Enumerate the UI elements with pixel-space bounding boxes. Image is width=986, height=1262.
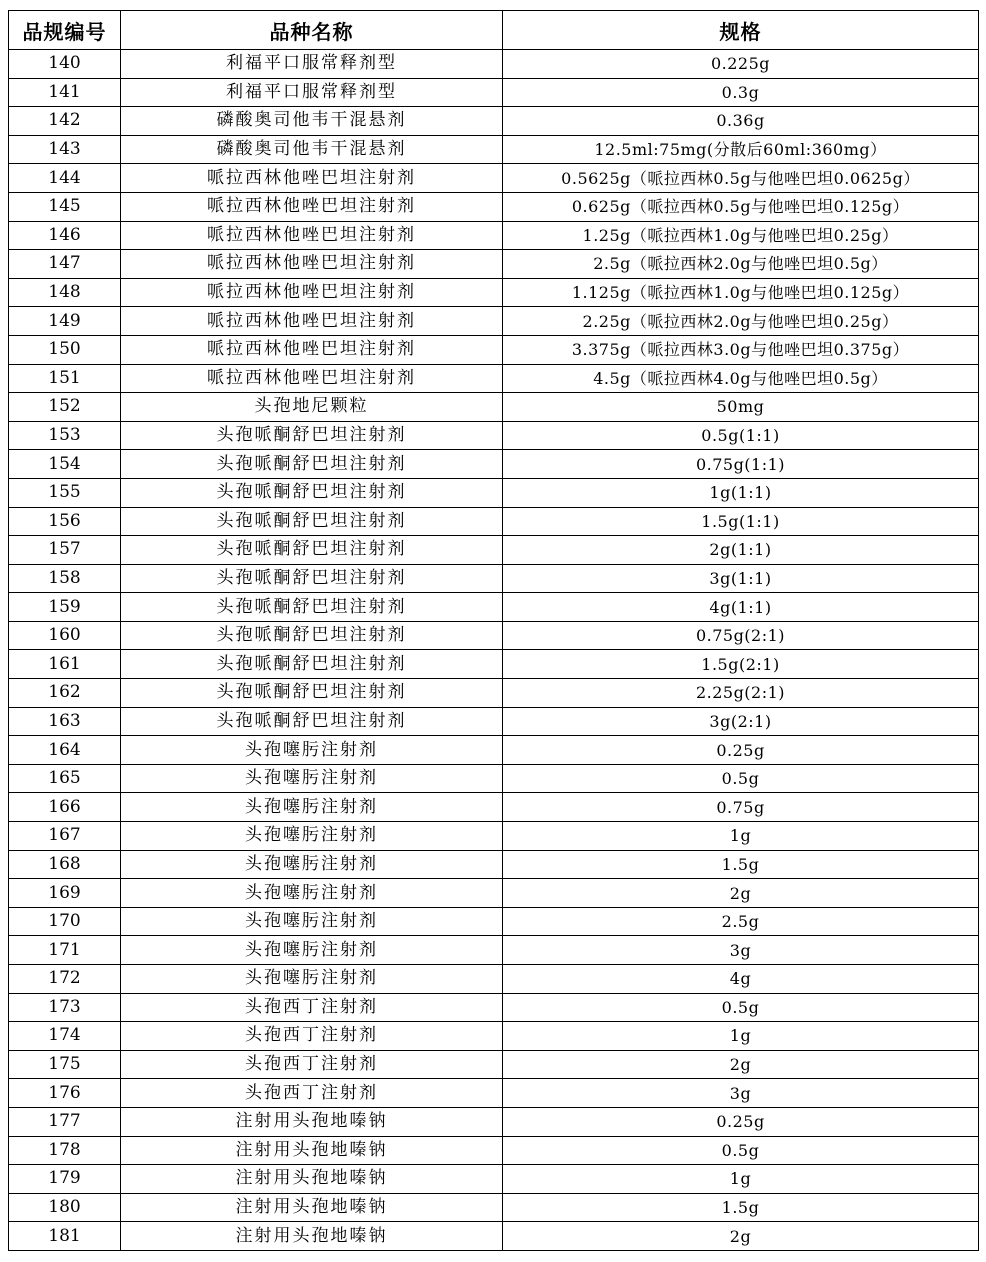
name-cell: 头孢地尼颗粒 [121,393,503,422]
code-cell: 143 [9,135,121,164]
name-cell: 注射用头孢地嗪钠 [121,1165,503,1194]
name-cell: 头孢哌酮舒巴坦注射剂 [121,650,503,679]
table-row [9,736,979,765]
table-row [9,564,979,593]
table-body [9,50,979,1251]
name-cell: 头孢哌酮舒巴坦注射剂 [121,707,503,736]
spec-cell: 2.25g（哌拉西林2.0g与他唑巴坦0.25g） [503,307,979,336]
table-row [9,965,979,994]
code-cell: 164 [9,736,121,765]
name-cell: 哌拉西林他唑巴坦注射剂 [121,335,503,364]
name-cell: 头孢哌酮舒巴坦注射剂 [121,507,503,536]
name-cell: 头孢噻肟注射剂 [121,965,503,994]
table-row [9,507,979,536]
table-row [9,764,979,793]
table-row [9,993,979,1022]
table-row [9,907,979,936]
spec-cell: 1g [503,822,979,851]
name-cell: 头孢西丁注射剂 [121,993,503,1022]
name-cell: 头孢噻肟注射剂 [121,907,503,936]
table-row [9,593,979,622]
code-cell: 156 [9,507,121,536]
spec-cell: 4g(1:1) [503,593,979,622]
spec-table [8,10,979,1251]
spec-cell: 2g [503,879,979,908]
name-cell: 头孢噻肟注射剂 [121,793,503,822]
code-cell: 169 [9,879,121,908]
code-cell: 178 [9,1136,121,1165]
code-cell: 140 [9,50,121,79]
spec-cell: 0.75g(1:1) [503,450,979,479]
table-row [9,679,979,708]
table-row [9,278,979,307]
spec-cell: 0.225g [503,50,979,79]
spec-cell: 2g [503,1050,979,1079]
table-row [9,1079,979,1108]
name-cell: 哌拉西林他唑巴坦注射剂 [121,192,503,221]
name-cell: 头孢噻肟注射剂 [121,850,503,879]
code-cell: 176 [9,1079,121,1108]
code-cell: 172 [9,965,121,994]
spec-cell: 4.5g（哌拉西林4.0g与他唑巴坦0.5g） [503,364,979,393]
name-cell: 头孢西丁注射剂 [121,1079,503,1108]
name-cell: 哌拉西林他唑巴坦注射剂 [121,164,503,193]
spec-cell: 3g [503,936,979,965]
spec-cell: 0.625g（哌拉西林0.5g与他唑巴坦0.125g） [503,192,979,221]
table-row [9,707,979,736]
code-cell: 158 [9,564,121,593]
name-cell: 注射用头孢地嗪钠 [121,1107,503,1136]
code-cell: 181 [9,1222,121,1251]
name-cell: 注射用头孢地嗪钠 [121,1193,503,1222]
name-cell: 哌拉西林他唑巴坦注射剂 [121,307,503,336]
spec-cell: 1.5g [503,1193,979,1222]
name-cell: 头孢哌酮舒巴坦注射剂 [121,593,503,622]
table-row [9,50,979,79]
table-row [9,1022,979,1051]
name-cell: 注射用头孢地嗪钠 [121,1136,503,1165]
table-row [9,1222,979,1251]
name-cell: 利福平口服常释剂型 [121,78,503,107]
name-cell: 头孢噻肟注射剂 [121,936,503,965]
spec-cell: 4g [503,965,979,994]
code-cell: 159 [9,593,121,622]
name-cell: 头孢哌酮舒巴坦注射剂 [121,679,503,708]
spec-cell: 1g [503,1022,979,1051]
spec-cell: 1.5g(2:1) [503,650,979,679]
spec-cell: 1.5g [503,850,979,879]
code-cell: 145 [9,192,121,221]
code-cell: 157 [9,536,121,565]
spec-cell: 2g(1:1) [503,536,979,565]
table-row [9,650,979,679]
code-cell: 165 [9,764,121,793]
code-cell: 177 [9,1107,121,1136]
code-cell: 160 [9,621,121,650]
table-row [9,478,979,507]
spec-cell: 0.3g [503,78,979,107]
spec-cell: 1g [503,1165,979,1194]
name-cell: 磷酸奥司他韦干混悬剂 [121,135,503,164]
name-cell: 哌拉西林他唑巴坦注射剂 [121,221,503,250]
table-row [9,621,979,650]
table-row [9,250,979,279]
code-cell: 150 [9,335,121,364]
code-cell: 141 [9,78,121,107]
code-cell: 154 [9,450,121,479]
table-header [9,11,979,50]
spec-cell: 0.5g [503,1136,979,1165]
spec-cell: 3g [503,1079,979,1108]
code-cell: 171 [9,936,121,965]
code-cell: 174 [9,1022,121,1051]
name-cell: 头孢西丁注射剂 [121,1022,503,1051]
spec-cell: 3g(2:1) [503,707,979,736]
spec-cell: 0.25g [503,736,979,765]
name-cell: 注射用头孢地嗪钠 [121,1222,503,1251]
name-cell: 头孢哌酮舒巴坦注射剂 [121,564,503,593]
table-row [9,78,979,107]
table-row [9,793,979,822]
code-cell: 144 [9,164,121,193]
code-cell: 147 [9,250,121,279]
code-cell: 151 [9,364,121,393]
table-row [9,536,979,565]
name-cell: 头孢哌酮舒巴坦注射剂 [121,421,503,450]
spec-cell: 3g(1:1) [503,564,979,593]
code-cell: 148 [9,278,121,307]
spec-cell: 0.5g [503,764,979,793]
code-cell: 180 [9,1193,121,1222]
name-cell: 头孢哌酮舒巴坦注射剂 [121,450,503,479]
table-row [9,393,979,422]
table-row [9,307,979,336]
name-cell: 磷酸奥司他韦干混悬剂 [121,107,503,136]
table-row [9,164,979,193]
spec-cell: 2.25g(2:1) [503,679,979,708]
spec-cell: 2.5g [503,907,979,936]
spec-cell: 0.5g [503,993,979,1022]
table-row [9,1050,979,1079]
table-row [9,450,979,479]
table-row [9,1193,979,1222]
name-cell: 头孢噻肟注射剂 [121,822,503,851]
spec-cell: 2g [503,1222,979,1251]
header-row [9,11,979,50]
table-row [9,1107,979,1136]
table-row [9,135,979,164]
table-row [9,1136,979,1165]
name-cell: 哌拉西林他唑巴坦注射剂 [121,250,503,279]
spec-cell: 12.5ml:75mg(分散后60ml:360mg） [503,135,979,164]
name-cell: 哌拉西林他唑巴坦注射剂 [121,364,503,393]
code-cell: 162 [9,679,121,708]
spec-cell: 0.75g(2:1) [503,621,979,650]
spec-cell: 1g(1:1) [503,478,979,507]
name-cell: 头孢哌酮舒巴坦注射剂 [121,621,503,650]
name-cell: 头孢噻肟注射剂 [121,764,503,793]
code-cell: 166 [9,793,121,822]
spec-cell: 0.25g [503,1107,979,1136]
code-cell: 153 [9,421,121,450]
code-cell: 179 [9,1165,121,1194]
header-code: 品规编号 [9,11,121,50]
code-cell: 168 [9,850,121,879]
table-row [9,1165,979,1194]
code-cell: 149 [9,307,121,336]
header-name: 品种名称 [121,11,503,50]
code-cell: 175 [9,1050,121,1079]
spec-cell: 0.75g [503,793,979,822]
spec-cell: 0.5g(1:1) [503,421,979,450]
spec-cell: 1.25g（哌拉西林1.0g与他唑巴坦0.25g） [503,221,979,250]
table-row [9,107,979,136]
code-cell: 163 [9,707,121,736]
table-row [9,879,979,908]
header-spec: 规格 [503,11,979,50]
name-cell: 头孢哌酮舒巴坦注射剂 [121,536,503,565]
table-row [9,221,979,250]
spec-cell: 1.5g(1:1) [503,507,979,536]
code-cell: 142 [9,107,121,136]
name-cell: 头孢噻肟注射剂 [121,879,503,908]
spec-cell: 0.5625g（哌拉西林0.5g与他唑巴坦0.0625g） [503,164,979,193]
table-row [9,421,979,450]
name-cell: 头孢西丁注射剂 [121,1050,503,1079]
table-row [9,364,979,393]
table-row [9,936,979,965]
table-row [9,192,979,221]
code-cell: 167 [9,822,121,851]
table-row [9,335,979,364]
spec-cell: 1.125g（哌拉西林1.0g与他唑巴坦0.125g） [503,278,979,307]
code-cell: 146 [9,221,121,250]
table-row [9,850,979,879]
code-cell: 155 [9,478,121,507]
spec-cell: 0.36g [503,107,979,136]
code-cell: 173 [9,993,121,1022]
code-cell: 170 [9,907,121,936]
spec-cell: 50mg [503,393,979,422]
name-cell: 利福平口服常释剂型 [121,50,503,79]
spec-cell: 2.5g（哌拉西林2.0g与他唑巴坦0.5g） [503,250,979,279]
table-row [9,822,979,851]
spec-cell: 3.375g（哌拉西林3.0g与他唑巴坦0.375g） [503,335,979,364]
name-cell: 头孢噻肟注射剂 [121,736,503,765]
code-cell: 161 [9,650,121,679]
name-cell: 哌拉西林他唑巴坦注射剂 [121,278,503,307]
name-cell: 头孢哌酮舒巴坦注射剂 [121,478,503,507]
code-cell: 152 [9,393,121,422]
